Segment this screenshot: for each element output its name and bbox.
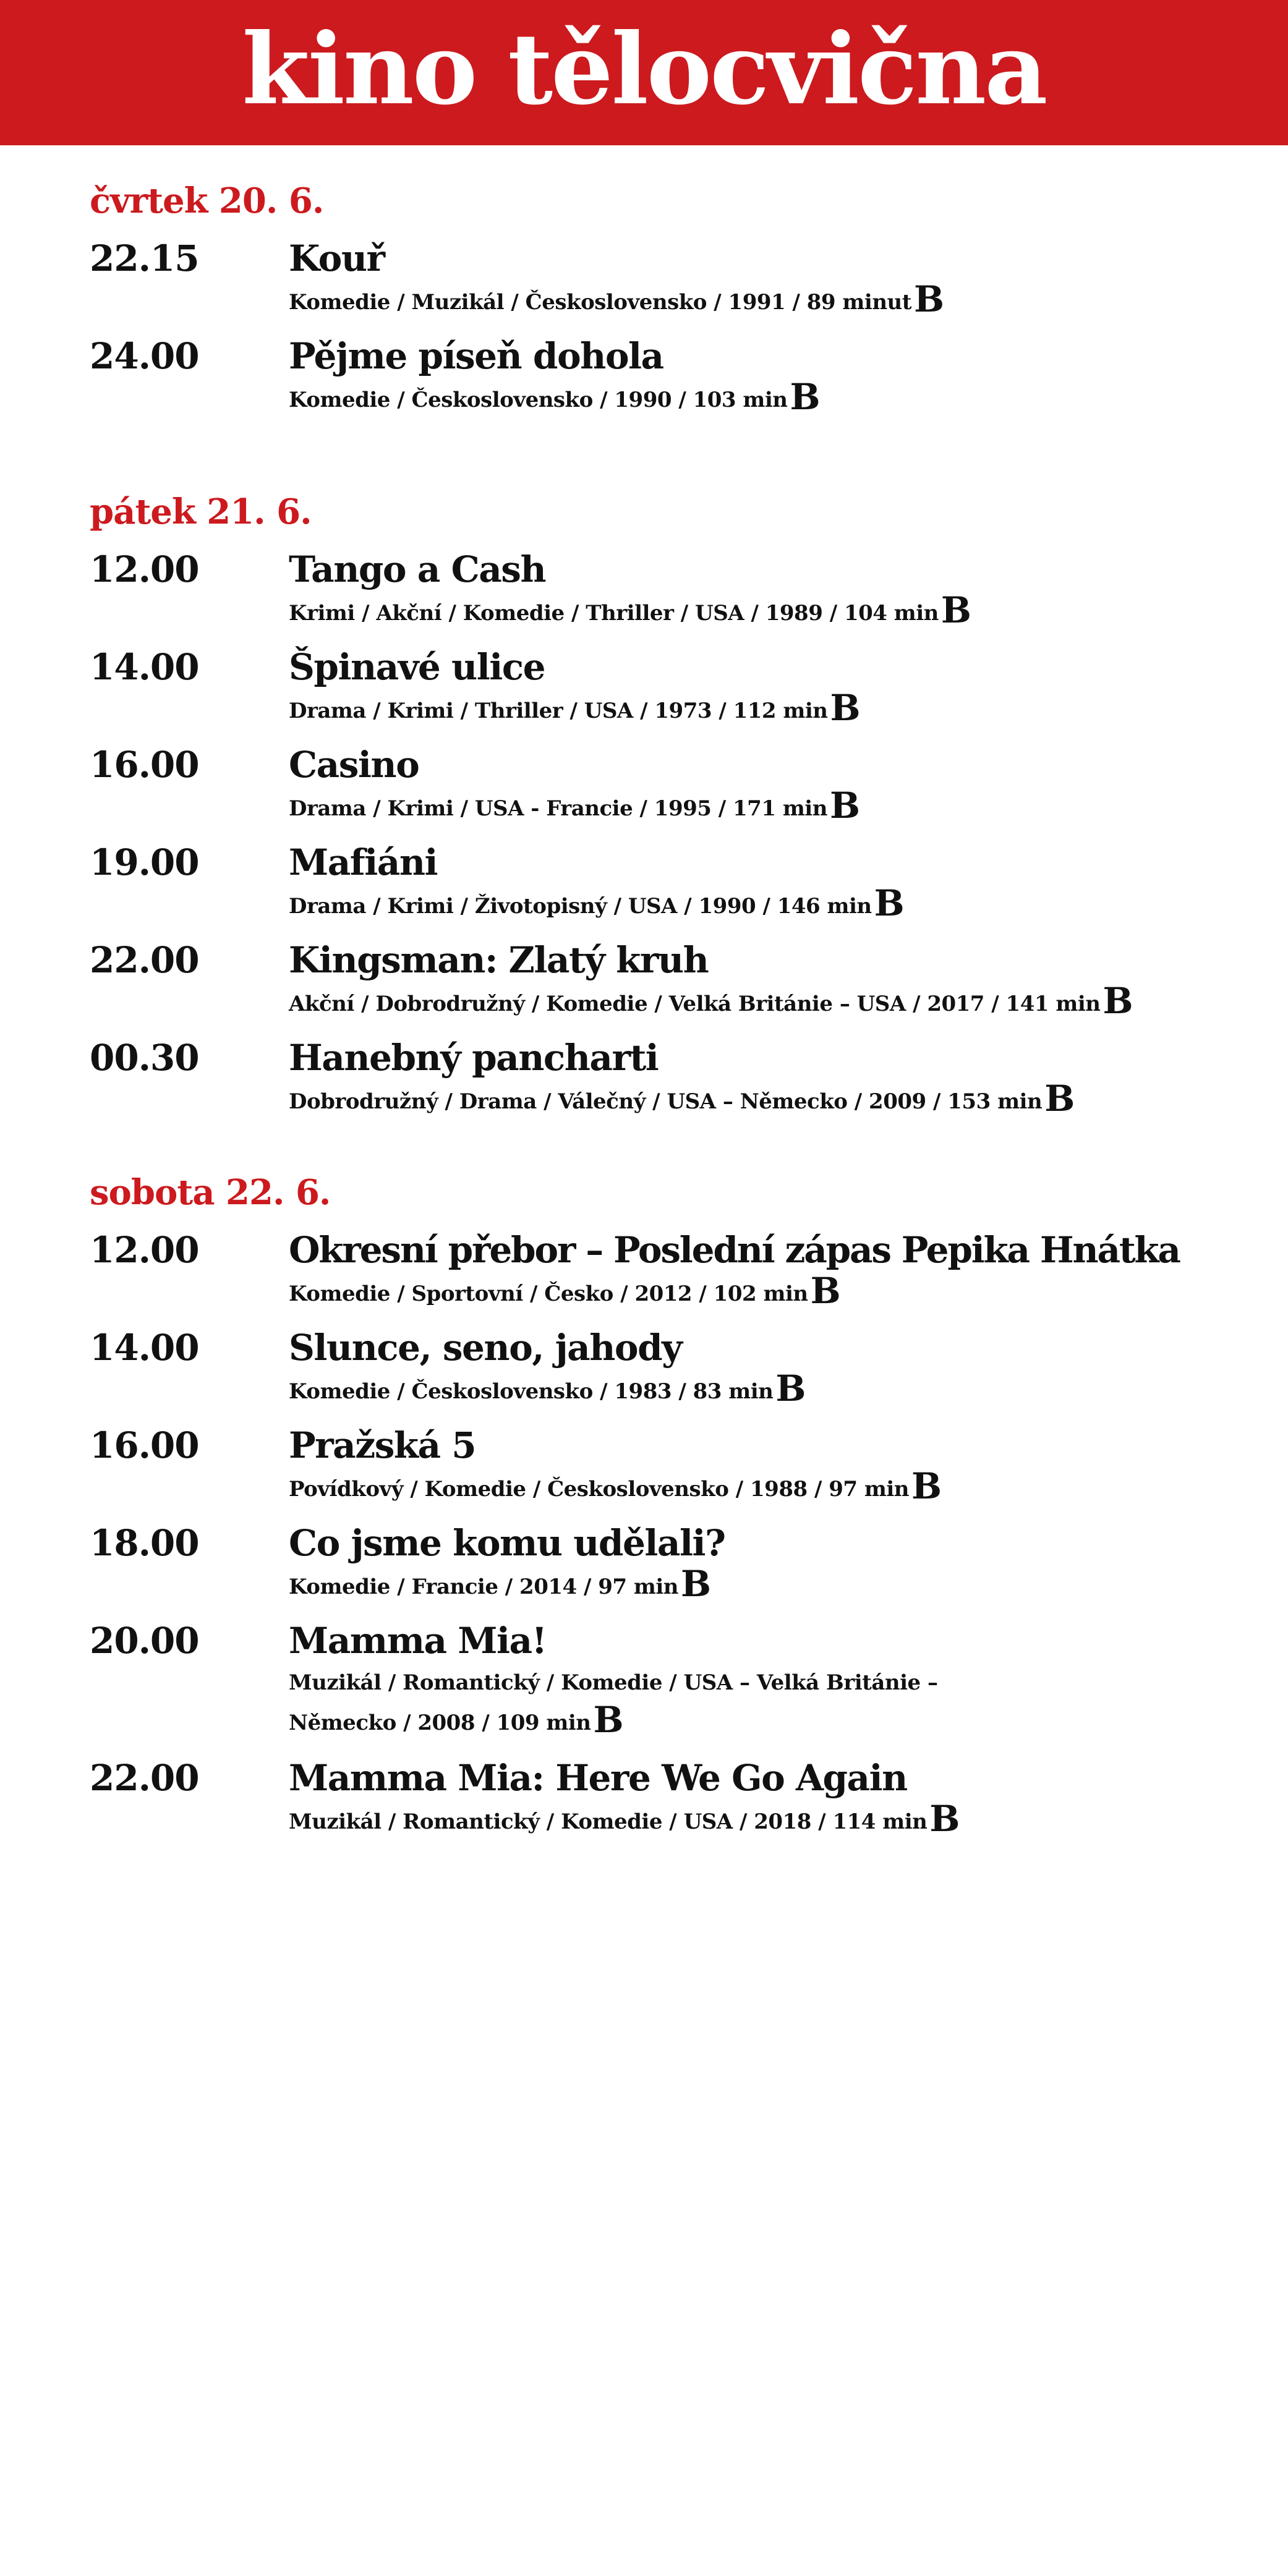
day-heading: sobota 22. 6. (90, 1172, 331, 1213)
rating-badge: B (593, 1699, 624, 1741)
film-row (90, 1327, 1265, 1411)
film-time: 12.00 (90, 1229, 199, 1271)
film-info (289, 1270, 1265, 1313)
day-thursday (90, 181, 944, 418)
film-time: 14.00 (90, 1327, 199, 1369)
rating-badge: B (681, 1563, 711, 1605)
film-info (289, 1664, 969, 1742)
film-row (90, 939, 1265, 1023)
film-info-text: Dobrodružný / Drama / Válečný / USA – Německo / 2009 / 153 min (289, 1089, 1043, 1114)
rating-badge: B (1102, 980, 1133, 1022)
film-info-text: Komedie / Československo / 1983 / 83 min (289, 1379, 774, 1404)
film-row (90, 1229, 1265, 1313)
film-title: Co jsme komu udělali? (289, 1522, 725, 1564)
film-time: 20.00 (90, 1620, 199, 1662)
film-info (289, 278, 1265, 321)
page-title: kino tělocvična (242, 12, 1046, 127)
film-body (289, 1620, 1265, 1742)
film-info (289, 376, 1265, 419)
rating-badge: B (913, 278, 944, 320)
rating-badge: B (810, 1270, 841, 1312)
film-info-text: Drama / Krimi / Životopisný / USA / 1990 / 146 min (289, 894, 872, 919)
film-body (289, 548, 1265, 632)
rating-badge: B (829, 784, 860, 827)
film-body (289, 1757, 1265, 1841)
film-row (90, 1620, 1265, 1742)
rating-badge: B (830, 687, 861, 729)
film-info-text: Muzikál / Romantický / Komedie / USA / 2018 / 114 min (289, 1809, 928, 1834)
film-time: 19.00 (90, 841, 199, 883)
film-time: 12.00 (90, 548, 199, 590)
film-body (289, 939, 1265, 1023)
film-info (289, 980, 1265, 1023)
day-saturday (90, 1172, 1180, 1840)
film-title: Casino (289, 744, 419, 786)
film-info (289, 589, 1265, 632)
film-info (289, 784, 1265, 828)
film-row (90, 841, 1265, 925)
film-title: Kouř (289, 237, 385, 279)
film-body (289, 841, 1265, 925)
film-body (289, 744, 1265, 828)
film-title: Mafiáni (289, 841, 438, 883)
film-row (90, 1757, 1265, 1841)
rating-badge: B (790, 376, 821, 418)
film-title: Mamma Mia: Here We Go Again (289, 1757, 907, 1799)
film-body (289, 1229, 1265, 1313)
film-time: 24.00 (90, 335, 199, 377)
film-body (289, 237, 1265, 321)
film-row (90, 744, 1265, 828)
day-friday (90, 491, 1133, 1120)
film-info-text: Komedie / Sportovní / Česko / 2012 / 102 min (289, 1282, 808, 1306)
film-title: Špinavé ulice (289, 646, 545, 688)
film-row (90, 1522, 1265, 1606)
day-heading: pátek 21. 6. (90, 491, 312, 532)
film-row (90, 237, 1265, 321)
film-time: 16.00 (90, 1424, 199, 1466)
film-info (289, 687, 1265, 730)
film-title: Okresní přebor – Poslední zápas Pepika Hnátka (289, 1229, 1180, 1271)
film-info-text: Krimi / Akční / Komedie / Thriller / USA / 1989 / 104 min (289, 601, 939, 626)
film-body (289, 1424, 1265, 1508)
rating-badge: B (940, 589, 971, 631)
film-info-text: Drama / Krimi / Thriller / USA / 1973 / 112 min (289, 699, 828, 723)
film-title: Slunce, seno, jahody (289, 1327, 682, 1369)
header-banner (0, 0, 1288, 145)
film-title: Pějme píseň dohola (289, 335, 663, 377)
film-time: 14.00 (90, 646, 199, 688)
film-time: 22.15 (90, 237, 199, 279)
film-title: Mamma Mia! (289, 1620, 547, 1662)
film-info (289, 1078, 1265, 1121)
film-info (289, 1563, 1265, 1606)
film-row (90, 548, 1265, 632)
film-title: Pražská 5 (289, 1424, 476, 1466)
film-row (90, 1424, 1265, 1508)
film-info-text: Drama / Krimi / USA - Francie / 1995 / 171 min (289, 796, 827, 821)
film-body (289, 646, 1265, 730)
day-heading: čvrtek 20. 6. (90, 181, 324, 221)
rating-badge: B (775, 1367, 806, 1409)
film-info (289, 1465, 1265, 1508)
film-info (289, 1367, 1265, 1411)
film-body (289, 1037, 1265, 1121)
film-time: 18.00 (90, 1522, 199, 1564)
rating-badge: B (874, 882, 905, 924)
rating-badge: B (911, 1465, 942, 1507)
film-info (289, 1798, 1265, 1841)
film-row (90, 335, 1265, 419)
film-title: Hanebný pancharti (289, 1037, 659, 1079)
film-info-text: Akční / Dobrodružný / Komedie / Velká Británie – USA / 2017 / 141 min (289, 992, 1101, 1016)
rating-badge: B (929, 1798, 960, 1840)
film-title: Tango a Cash (289, 548, 546, 590)
film-title: Kingsman: Zlatý kruh (289, 939, 709, 981)
film-time: 22.00 (90, 1757, 199, 1799)
film-body (289, 1522, 1265, 1606)
film-info-text: Komedie / Muzikál / Československo / 1991 / 89 minut (289, 290, 911, 315)
film-info-text: Muzikál / Romantický / Komedie / USA – Velká Británie – Německo / 2008 / 109 min (289, 1670, 938, 1735)
film-time: 16.00 (90, 744, 199, 786)
film-body (289, 335, 1265, 419)
film-row (90, 646, 1265, 730)
film-info-text: Komedie / Československo / 1990 / 103 min (289, 388, 788, 412)
film-info (289, 882, 1265, 925)
film-row (90, 1037, 1265, 1121)
film-info-text: Komedie / Francie / 2014 / 97 min (289, 1575, 679, 1599)
film-info-text: Povídkový / Komedie / Československo / 1988 / 97 min (289, 1477, 909, 1502)
film-time: 00.30 (90, 1037, 199, 1079)
film-body (289, 1327, 1265, 1411)
film-time: 22.00 (90, 939, 199, 981)
rating-badge: B (1044, 1078, 1075, 1120)
